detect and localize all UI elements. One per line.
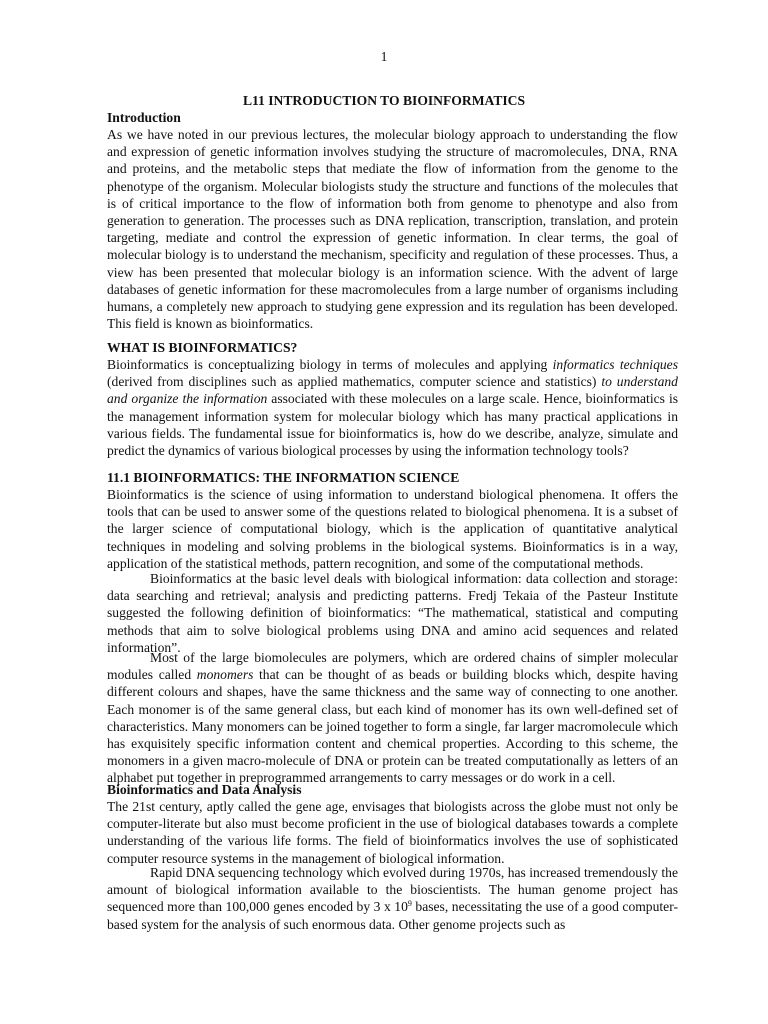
section-11-1-paragraph-3 [107,649,678,787]
data-analysis-heading: Bioinformatics and Data Analysis [107,782,302,797]
page-number: 1 [380,49,388,64]
italic-text: monomers [196,667,254,683]
data-analysis-paragraph-1: The 21st century, aptly called the gene age, envisages that biologists across the globe must not only be computer-literate but also must become proficient in the use of biological databases towards a complete understanding of the various life forms. The field of bioinformatics involves the use of sophisticated computer resource systems in the management of biological information. [107,799,678,866]
text-run: bases, necessitating the use of a good computer-based system for the analysis of such enormous data. Other genome projects such as [107,899,678,932]
document-title: L11 INTRODUCTION TO BIOINFORMATICS [242,93,526,108]
section-11-1-paragraph-1: Bioinformatics is the science of using information to understand biological phenomena. It offers the tools that can be used to answer some of the questions related to biological phenomena. It is a subset of the larger science of computational biology, which is the application of quantitative analytical techniques in modeling and solving problems in the biological systems. Bioinformatics is in a way, application of the statistical methods, pattern recognition, and some of the computational methods. [107,487,678,571]
introduction-heading: Introduction [107,110,181,125]
what-is-bioinformatics-heading: WHAT IS BIOINFORMATICS? [107,340,298,355]
italic-text: to understand and organize the information [107,374,678,407]
section-11-1-heading: 11.1 BIOINFORMATICS: THE INFORMATION SCIENCE [107,470,460,485]
introduction-paragraph: As we have noted in our previous lectures, the molecular biology approach to understanding the flow and expression of genetic information involves studying the structure of macromolecules, DNA, RNA and proteins, and the metabolic steps that mediate the flow of information from the genome to the phenotype of the organism. Molecular biologists study the structure and functions of the molecules that is of critical importance to the flow of information both from genome to phenotype and also from generation to generation. The processes such as DNA replication, transcription, translation, and protein targeting, mediate and control the expression of genetic information. In clear terms, the goal of molecular biology is to understand the mechanism, specificity and regulation of these processes. Thus, a view has been presented that molecular biology is an information science. With the advent of large databases of genetic information for these macromolecules from a large number of organisms including humans, a completely new approach to studying gene expression and its regulation has been developed. This field is known as bioinformatics. [107,127,678,332]
what-is-bioinformatics-paragraph [107,356,678,459]
section-11-1-paragraph-2: Bioinformatics at the basic level deals with biological information: data collection and storage: data searching and retrieval; analysis and predicting patterns. Fredj Tekaia of the Pasteur Institute suggested the following definition of bioinformatics: “The mathematical, statistical and computing methods that aim to solve biological problems using DNA and amino acid sequences and related information”. [107,571,678,655]
text-run: Rapid DNA sequencing technology which evolved during 1970s, has increased tremendously the amount of biological information available to the bioscientists. The human genome project has sequenced more than 100,000 genes encoded by 3 x 10 [107,865,678,915]
data-analysis-paragraph-2 [107,864,678,933]
text-run: (derived from disciplines such as applied mathematics, computer science and statistics) [107,374,602,390]
text-run: associated with these molecules on a large scale. Hence, bioinformatics is the management information system for molecular biology which has many practical applications in various fields. The fundamental issue for bioinformatics is, how do we describe, analyze, simulate and predict the dynamics of various biological processes by using the information technology tools? [107,391,679,459]
superscript-exponent: 9 [407,899,412,909]
italic-text: informatics techniques [552,357,678,372]
text-run: that can be thought of as beads or building blocks which, despite having different colours and shapes, have the same thickness and the same way of connecting to one another. Each monomer is of the same general class, but each kind of monomer has its own well-defined set of characteristics. Many monomers can be joined together to form a single, far larger macromolecule which has exquisitely specific information content and chemical properties. According to this scheme, the monomers in a given macro-molecule of DNA or protein can be treated computationally as letters of an alphabet put together in preprogrammed arrangements to carry messages or do work in a cell. [107,667,678,786]
text-run: Most of the large biomolecules are polymers, which are ordered chains of simpler molecular modules called [107,650,678,683]
text-run: Bioinformatics is conceptualizing biology in terms of molecules and applying [107,357,553,372]
